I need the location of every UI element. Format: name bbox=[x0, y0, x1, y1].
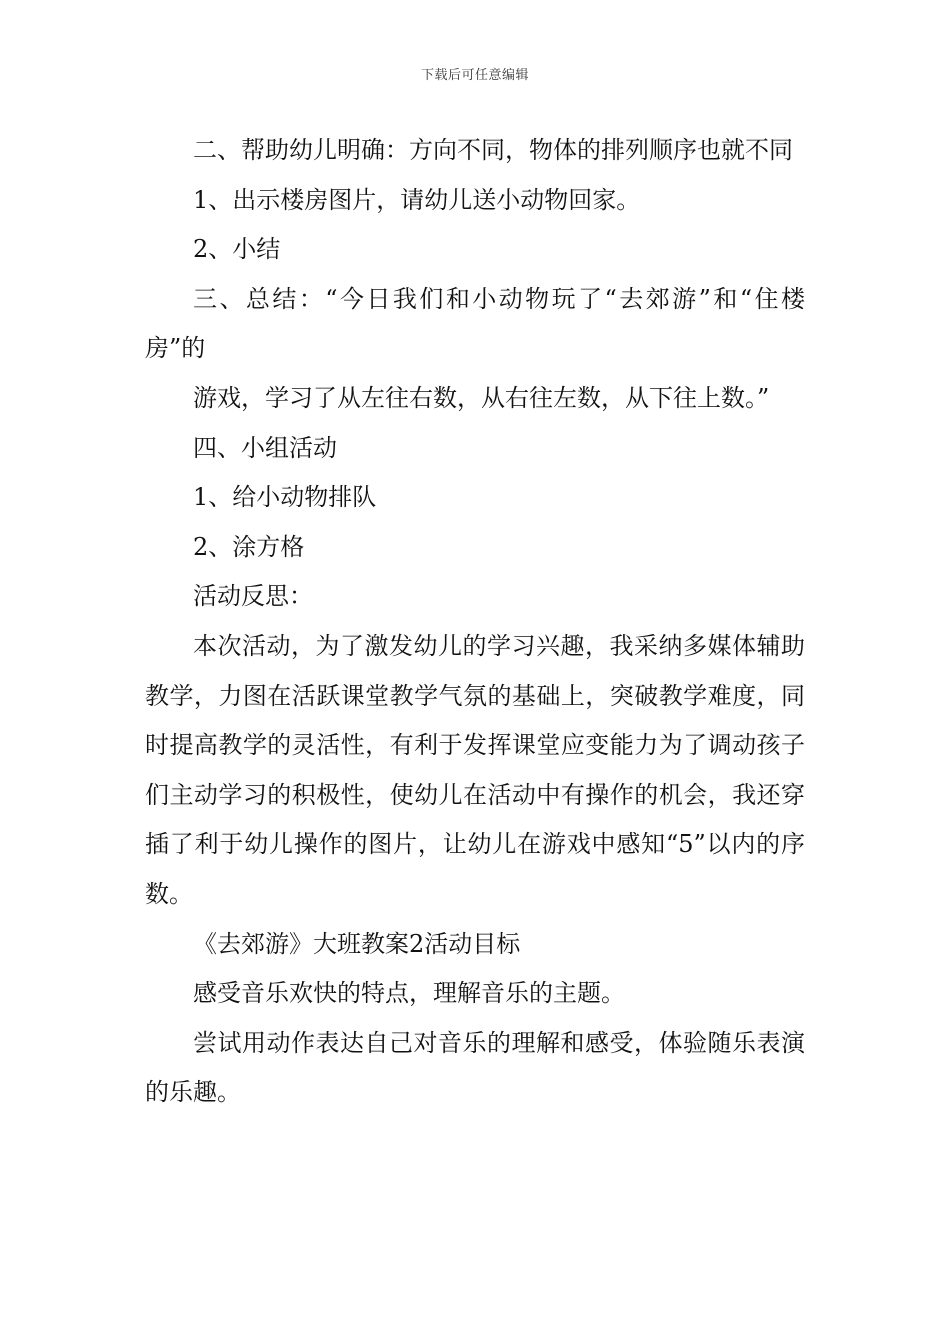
group-activity-item-2: 2、涂方格 bbox=[193, 532, 305, 561]
section-two-heading: 二、帮助幼儿明确：方向不同，物体的排列顺序也就不同 bbox=[193, 136, 793, 164]
goal-paragraph-2: 尝试用动作表达自己对音乐的理解和感受，体验随乐表演的乐趣。 bbox=[145, 1028, 805, 1107]
section-three-summary: 三、总结：“今日我们和小动物玩了“去郊游”和“住楼房”的 bbox=[145, 284, 805, 363]
lesson-plan-2-title: 《去郊游》大班教案2活动目标 bbox=[193, 929, 521, 958]
reflection-heading: 活动反思： bbox=[193, 582, 313, 611]
reflection-paragraph: 本次活动，为了激发幼儿的学习兴趣，我采纳多媒体辅助教学，力图在活跃课堂教学气氛的基础上，突破教学难度，同时提高教学的灵活性，有利于发挥课堂应变能力为了调动孩子们主动学习的积极性，使幼儿在活动中有操作的机会，我还穿插了利于幼儿操作的图片，让幼儿在游戏中感知“5”以内的序数。 bbox=[145, 631, 805, 908]
step-summary: 2、小结 bbox=[193, 235, 281, 264]
goal-paragraph-1: 感受音乐欢快的特点，理解音乐的主题。 bbox=[193, 979, 625, 1008]
step-show-building-picture: 1、出示楼房图片，请幼儿送小动物回家。 bbox=[193, 185, 641, 214]
document-body bbox=[145, 126, 805, 1118]
page-header-note: 下载后可任意编辑 bbox=[420, 68, 529, 83]
group-activity-item-1: 1、给小动物排队 bbox=[193, 483, 377, 512]
summary-continuation: 游戏，学习了从左往右数，从右往左数，从下往上数。” bbox=[193, 383, 770, 412]
section-four-heading: 四、小组活动 bbox=[193, 433, 337, 462]
